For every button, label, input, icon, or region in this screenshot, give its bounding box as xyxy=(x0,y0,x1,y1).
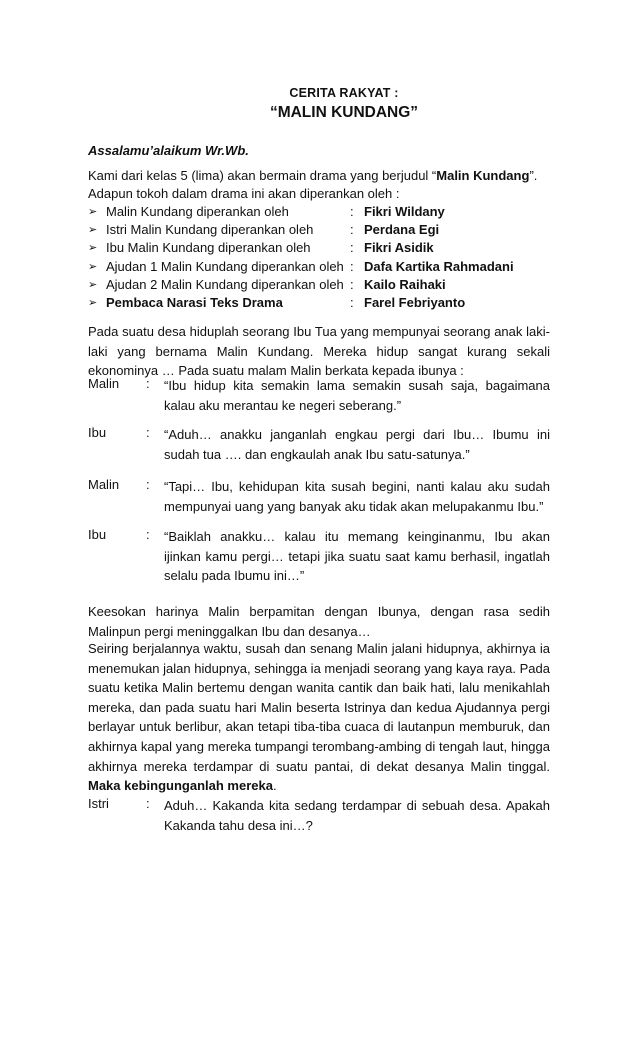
arrow-bullet-icon: ➢ xyxy=(88,297,98,310)
dialog-text: “Aduh… anakku janganlah engkau pergi dari Ibu… Ibumu ini sudah tua …. dan engkaulah anak Ibu satu-satunya.” xyxy=(164,427,550,462)
greeting: Assalamu’alaikum Wr.Wb. xyxy=(88,143,249,158)
dialog-line: Ibu : “Baiklah anakku… kalau itu memang keinginanmu, Ibu akan ijinkan kamu pergi… tetapi jika suatu saat kamu berhasil, ingatlah selalu pada Ibumu ini…” xyxy=(88,527,550,586)
arrow-bullet-icon: ➢ xyxy=(88,242,98,255)
speaker: Istri xyxy=(88,796,109,811)
page-title: CERITA RAKYAT : xyxy=(289,86,399,100)
dialog-text: “Tapi… Ibu, kehidupan kita susah begini, nanti kalau aku sudah mempunyai uang yang banyak aku tidak akan melupakanmu Ibu.” xyxy=(164,479,550,514)
intro-line-1: Kami dari kelas 5 (lima) akan bermain drama yang berjudul “Malin Kundang”. xyxy=(88,168,538,183)
speaker: Malin xyxy=(88,376,120,391)
cast-item: ➢ Ajudan 1 Malin Kundang diperankan oleh : Dafa Kartika Rahmadani xyxy=(88,258,514,274)
dialog-line: Ibu : “Aduh… anakku janganlah engkau pergi dari Ibu… Ibumu ini sudah tua …. dan engkaulah anak Ibu satu-satunya.” xyxy=(88,425,550,464)
cast-item: ➢ Pembaca Narasi Teks Drama : Farel Febriyanto xyxy=(88,295,466,311)
cast-list xyxy=(88,202,550,312)
dialog-text: “Baiklah anakku… kalau itu memang keinginanmu, Ibu akan ijinkan kamu pergi… tetapi jika suatu saat kamu berhasil, ingatlah selalu pada Ibumu ini…” xyxy=(164,529,550,583)
arrow-bullet-icon: ➢ xyxy=(88,205,98,218)
cast-item: ➢ Ibu Malin Kundang diperankan oleh : Fikri Asidik xyxy=(88,240,434,256)
arrow-bullet-icon: ➢ xyxy=(88,278,98,291)
speaker: Ibu xyxy=(88,527,107,542)
cast-item: ➢ Istri Malin Kundang diperankan oleh : Perdana Egi xyxy=(88,221,440,237)
cast-item: ➢ Ajudan 2 Malin Kundang diperankan oleh : Kailo Raihaki xyxy=(88,276,446,292)
narration-paragraph: Pada suatu desa hiduplah seorang Ibu Tua yang mempunyai seorang anak laki-laki yang bernama Malin Kundang. Mereka hidup sangat kurang sekali ekonominya … Pada suatu malam Malin berkata kepada ibunya : xyxy=(88,324,550,378)
narration-paragraph: Keesokan harinya Malin berpamitan dengan Ibunya, dengan rasa sedih Malinpun pergi meninggalkan Ibu dan desanya… xyxy=(88,604,550,639)
cast-item: ➢ Malin Kundang diperankan oleh : Fikri Wildany xyxy=(88,203,445,219)
story-title: “MALIN KUNDANG” xyxy=(269,104,419,121)
intro-line-2: Adapun tokoh dalam drama ini akan diperankan oleh : xyxy=(88,186,400,201)
dialog-line: Malin : “Ibu hidup kita semakin lama semakin susah saja, bagaimana kalau aku merantau ke negeri seberang.” xyxy=(88,376,550,415)
speaker: Ibu xyxy=(88,425,107,440)
dialog-line: Istri : Aduh… Kakanda kita sedang terdampar di sebuah desa. Apakah Kakanda tahu desa ini…? xyxy=(88,796,550,835)
arrow-bullet-icon: ➢ xyxy=(88,223,98,236)
dialog-text: Aduh… Kakanda kita sedang terdampar di sebuah desa. Apakah Kakanda tahu desa ini…? xyxy=(164,798,550,833)
dialog-text: “Ibu hidup kita semakin lama semakin susah saja, bagaimana kalau aku merantau ke negeri seberang.” xyxy=(164,378,550,413)
speaker: Malin xyxy=(88,477,120,492)
arrow-bullet-icon: ➢ xyxy=(88,260,98,273)
narration-paragraph: Seiring berjalannya waktu, susah dan senang Malin jalani hidupnya, akhirnya ia menemukan jalan hidupnya, sehingga ia menjadi seorang yang kaya raya. Pada suatu ketika Malin bertemu dengan wanita cantik dan baik hati, lalu menikahlah mereka, dan pada suatu hari Malin beserta Istrinya dan kedua Ajudannya pergi berlayar untuk berlibur, akan tetapi tiba-tiba cuaca di lautanpun memburuk, dan akhirnya kapal yang mereka tumpangi terombang-ambing di tengah laut, hingga akhirnya mereka terdampar di suatu pantai, di dekat desanya Malin tinggal. Maka kebingunganlah mereka. xyxy=(88,641,550,794)
dialog-line: Malin : “Tapi… Ibu, kehidupan kita susah begini, nanti kalau aku sudah mempunyai uang yang banyak aku tidak akan melupakanmu Ibu.” xyxy=(88,477,550,516)
